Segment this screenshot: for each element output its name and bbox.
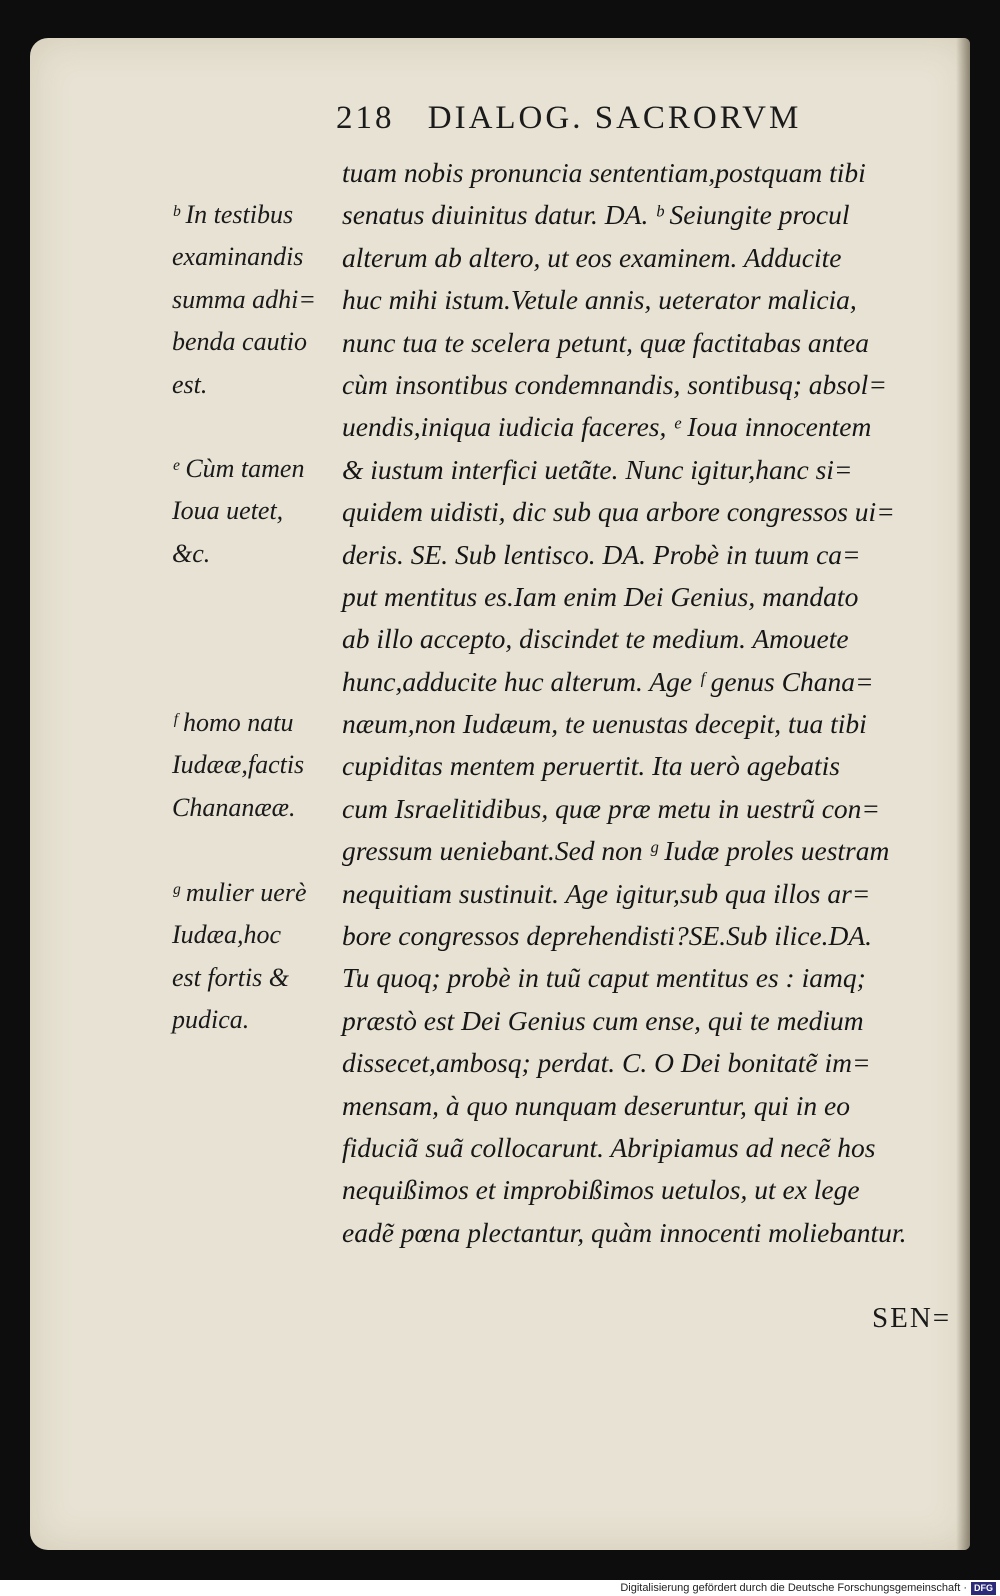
text-line: Tu quoq; probè in tuũ caput mentitus es : iamq; (342, 962, 866, 994)
text-line: cupiditas mentem peruertit. Ita uerò agebatis (342, 750, 840, 782)
text-line: put mentitus es.Iam enim Dei Genius, mandato (342, 580, 859, 612)
text-line: cùm insontibus condemnandis, sontibusq; absol= (342, 368, 887, 400)
text-line: nequitiam sustinuit. Age igitur,sub qua illos ar= (342, 877, 871, 909)
marginal-note-line: Iudæa,hoc (172, 920, 282, 950)
text-line: deris. SE. Sub lentisco. DA. Probè in tuum ca= (342, 538, 861, 570)
marginal-note-e (172, 448, 347, 575)
marginal-note-b (172, 194, 347, 406)
catchword: SEN= (872, 1302, 952, 1334)
text-line: ab illo accepto, discindet te medium. Amouete (342, 623, 849, 655)
marginal-note-line: ᶠ homo natu (172, 708, 294, 737)
text-line: nequißimos et improbißimos uetulos, ut ex lege (342, 1174, 860, 1206)
page-number: 218 (336, 100, 395, 136)
marginal-note-line: ᵉ Cùm tamen (172, 454, 305, 483)
running-head (336, 100, 896, 137)
dfg-logo: DFG (971, 1582, 996, 1595)
book-page (30, 38, 970, 1550)
text-line: næum,non Iudæum, te uenustas decepit, tua tibi (342, 708, 867, 740)
marginal-note-line: est. (172, 369, 208, 399)
text-line: & iustum interfici uetãte. Nunc igitur,hanc si= (342, 453, 853, 485)
text-line: cum Israelitidibus, quæ præ metu in uestrũ con= (342, 792, 880, 824)
marginal-note-line: ᵇ In testibus (172, 200, 294, 229)
marginal-note-line: examinandis (172, 242, 304, 272)
marginal-note-line: ᵍ mulier uerè (172, 878, 307, 907)
text-line: huc mihi istum.Vetule annis, ueterator malicia, (342, 284, 857, 316)
text-line: alterum ab altero, ut eos examinem. Adducite (342, 241, 842, 273)
marginal-note-line: pudica. (172, 1005, 250, 1035)
marginal-note-line: summa adhi= (172, 284, 316, 314)
marginal-note-g (172, 872, 347, 1042)
text-line: tuam nobis pronuncia sententiam,postquam tibi (342, 157, 866, 188)
text-line: nunc tua te scelera petunt, quæ factitabas antea (342, 326, 869, 358)
text-line: eadẽ pœna plectantur, quàm innocenti moliebantur. (342, 1216, 907, 1248)
footer-credit: Digitalisierung gefördert durch die Deutsche Forschungsgemeinschaft · (620, 1582, 967, 1594)
running-title: DIALOG. SACRORVM (427, 100, 802, 136)
marginal-note-line: est fortis & (172, 962, 290, 992)
text-line: hunc,adducite huc alterum. Age ᶠ genus Chana= (342, 665, 874, 697)
marginal-note-line: Iudææ,factis (172, 750, 305, 780)
text-line: uendis,iniqua iudicia faceres, ᵉ Ioua innocentem (342, 411, 872, 443)
text-line: præstò est Dei Genius cum ense, qui te medium (342, 1004, 864, 1036)
text-line: dissecet,ambosq; perdat. C. O Dei bonitatẽ im= (342, 1047, 871, 1079)
marginal-note-line: Chananææ. (172, 792, 296, 822)
text-line: mensam, à quo nunquam deseruntur, qui in eo (342, 1089, 850, 1121)
text-line: fiduciã suã collocarunt. Abripiamus ad necẽ hos (342, 1131, 876, 1163)
marginal-note-line: Ioua uetet, (172, 496, 284, 526)
marginal-note-line: benda cautio (172, 327, 308, 357)
main-text-block (342, 152, 962, 1254)
text-line: gressum ueniebant.Sed non ᵍ Iudæ proles uestram (342, 835, 890, 867)
text-line: senatus diuinitus datur. DA. ᵇ Seiungite procul (342, 199, 850, 231)
digitization-footer (0, 1580, 1000, 1596)
text-line: quidem uidisti, dic sub qua arbore congressos ui= (342, 496, 895, 528)
marginal-note-f (172, 702, 347, 829)
text-line: bore congressos deprehendisti?SE.Sub ilice.DA. (342, 920, 873, 952)
marginal-note-line: &c. (172, 538, 211, 568)
